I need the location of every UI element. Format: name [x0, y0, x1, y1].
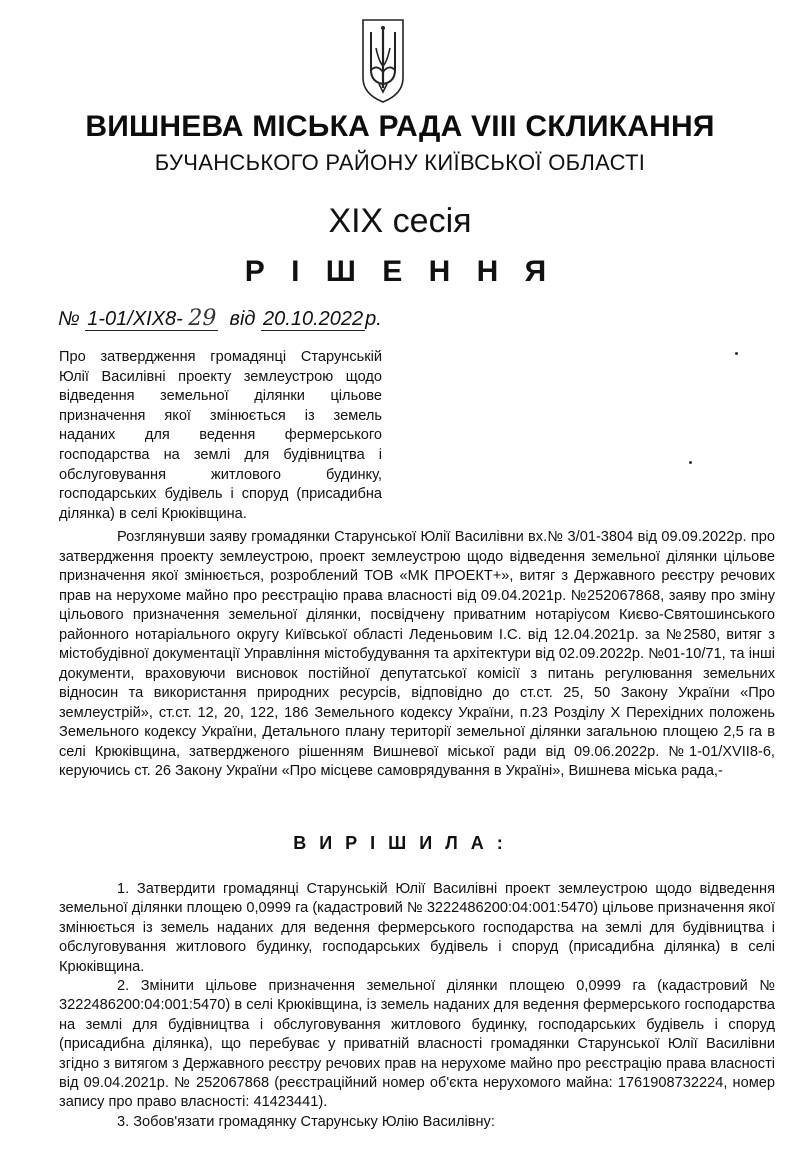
resolution-item-2: 2. Змінити цільове призначення земельної ділянки площею 0,0999 га (кадастровий № 3222486200:04:001:5470) в селі Крюківщина, із земель наданих для ведення фермерського господарства на землі для будівництва і обслуговування житлового будинку, господарських будівель і споруд (присадибна ділянка), що перебуває у приватній власності громадянки Старунської Юлії Василівни згідно з витягом з Державного реєстру речових прав на нерухоме майно про реєстрацію права власності від 09.04.2021р. № 252067868 (реєстраційний номер об'єкта нерухомого майна: 1761908732224, номер запису про право власності: 41423441). [59, 978, 775, 1111]
number-prefix: № [58, 308, 80, 330]
resolution-item-3: 3. Зобов'язати громадянку Старунську Юлію Василівну: [117, 1113, 495, 1130]
scan-speck [735, 352, 738, 355]
district-subtitle: БУЧАНСЬКОГО РАЙОНУ КИЇВСЬКОЇ ОБЛАСТІ [154, 150, 646, 175]
document-type-heading: Р І Ш Е Н Н Я [244, 255, 556, 288]
resolution-items [59, 880, 775, 1132]
decision-number: 1-01/XIX8- 29 [87, 306, 217, 331]
year-suffix: р. [365, 308, 382, 330]
decision-date: 20.10.2022 [263, 308, 364, 330]
resolved-heading: В И Р І Ш И Л А : [293, 833, 507, 853]
preamble [59, 528, 775, 782]
session-label: XIX сесія [328, 202, 472, 240]
council-title: ВИШНЕВА МІСЬКА РАДА VIII СКЛИКАННЯ [85, 110, 715, 143]
from-label: від [229, 308, 256, 330]
coat-of-arms-icon [359, 18, 407, 104]
preamble-paragraph: Розглянувши заяву громадянки Старунської Юлії Василівни вх.№ 3/01-3804 від 09.09.2022р. про затвердження проекту землеустрою, проект землеустрою щодо відведення земельної ділянки цільове призначення якої змінюється, розроблений ТОВ «МК ПРОЕКТ+», витяг з Державного реєстру речових прав на нерухоме майно про реєстрацію права власності від 09.04.2021р. №252067868, заяву про зміну цільового призначення земельної ділянки, посвідчену приватним нотаріусом Києво-Святошинського районного нотаріального округу Київської області Леденьовим І.С. від 12.04.2021р. за №2580, витяг з містобудівної документації Управління містобудування та архітектури від 02.09.2022р. №01-10/71, та інші документи, враховуючи висновок постійної депутатської комісії з питань регулювання земельних відносин та використання природних ресурсів, відповідно до ст.ст. 25, 50 Закону України «Про землеустрій», ст.ст. 12, 20, 122, 186 Земельного кодексу України, п.23 Розділу Х Перехідних положень Земельного кодексу України, Детального плану території земельної ділянки загальною площею 2,5 га в селі Крюківщина, затвердженого рішенням Вишневої міської ради від 09.06.2022р. №1-01/XVII8-6, керуючись ст. 26 Закону України «Про місцеве самоврядування в Україні», Вишнева міська рада,- [59, 529, 775, 779]
resolution-item-1: 1. Затвердити громадянці Старунській Юлії Василівні проект землеустрою щодо відведення земельної ділянки площею 0,0999 га (кадастровий № 3222486200:04:001:5470) цільове призначення якої змінюється із земель наданих для ведення фермерського господарства на землі для будівництва і обслуговування житлового будинку, господарських будівель і споруд (присадибна ділянка) в селі Крюківщина. [59, 881, 775, 975]
decision-number-line [58, 306, 382, 331]
handwritten-number: 29 [188, 306, 217, 331]
scan-speck [689, 461, 692, 464]
decision-subject: Про затвердження громадянці Старунській Юлії Василівні проекту землеустрою щодо відведення земельної ділянки цільове призначення якої змінюється із земель наданих для ведення фермерського господарства на землі для будівництва і обслуговування житлового будинку, господарських будівель і споруд (присадибна ділянка) в селі Крюківщина. [59, 349, 382, 522]
